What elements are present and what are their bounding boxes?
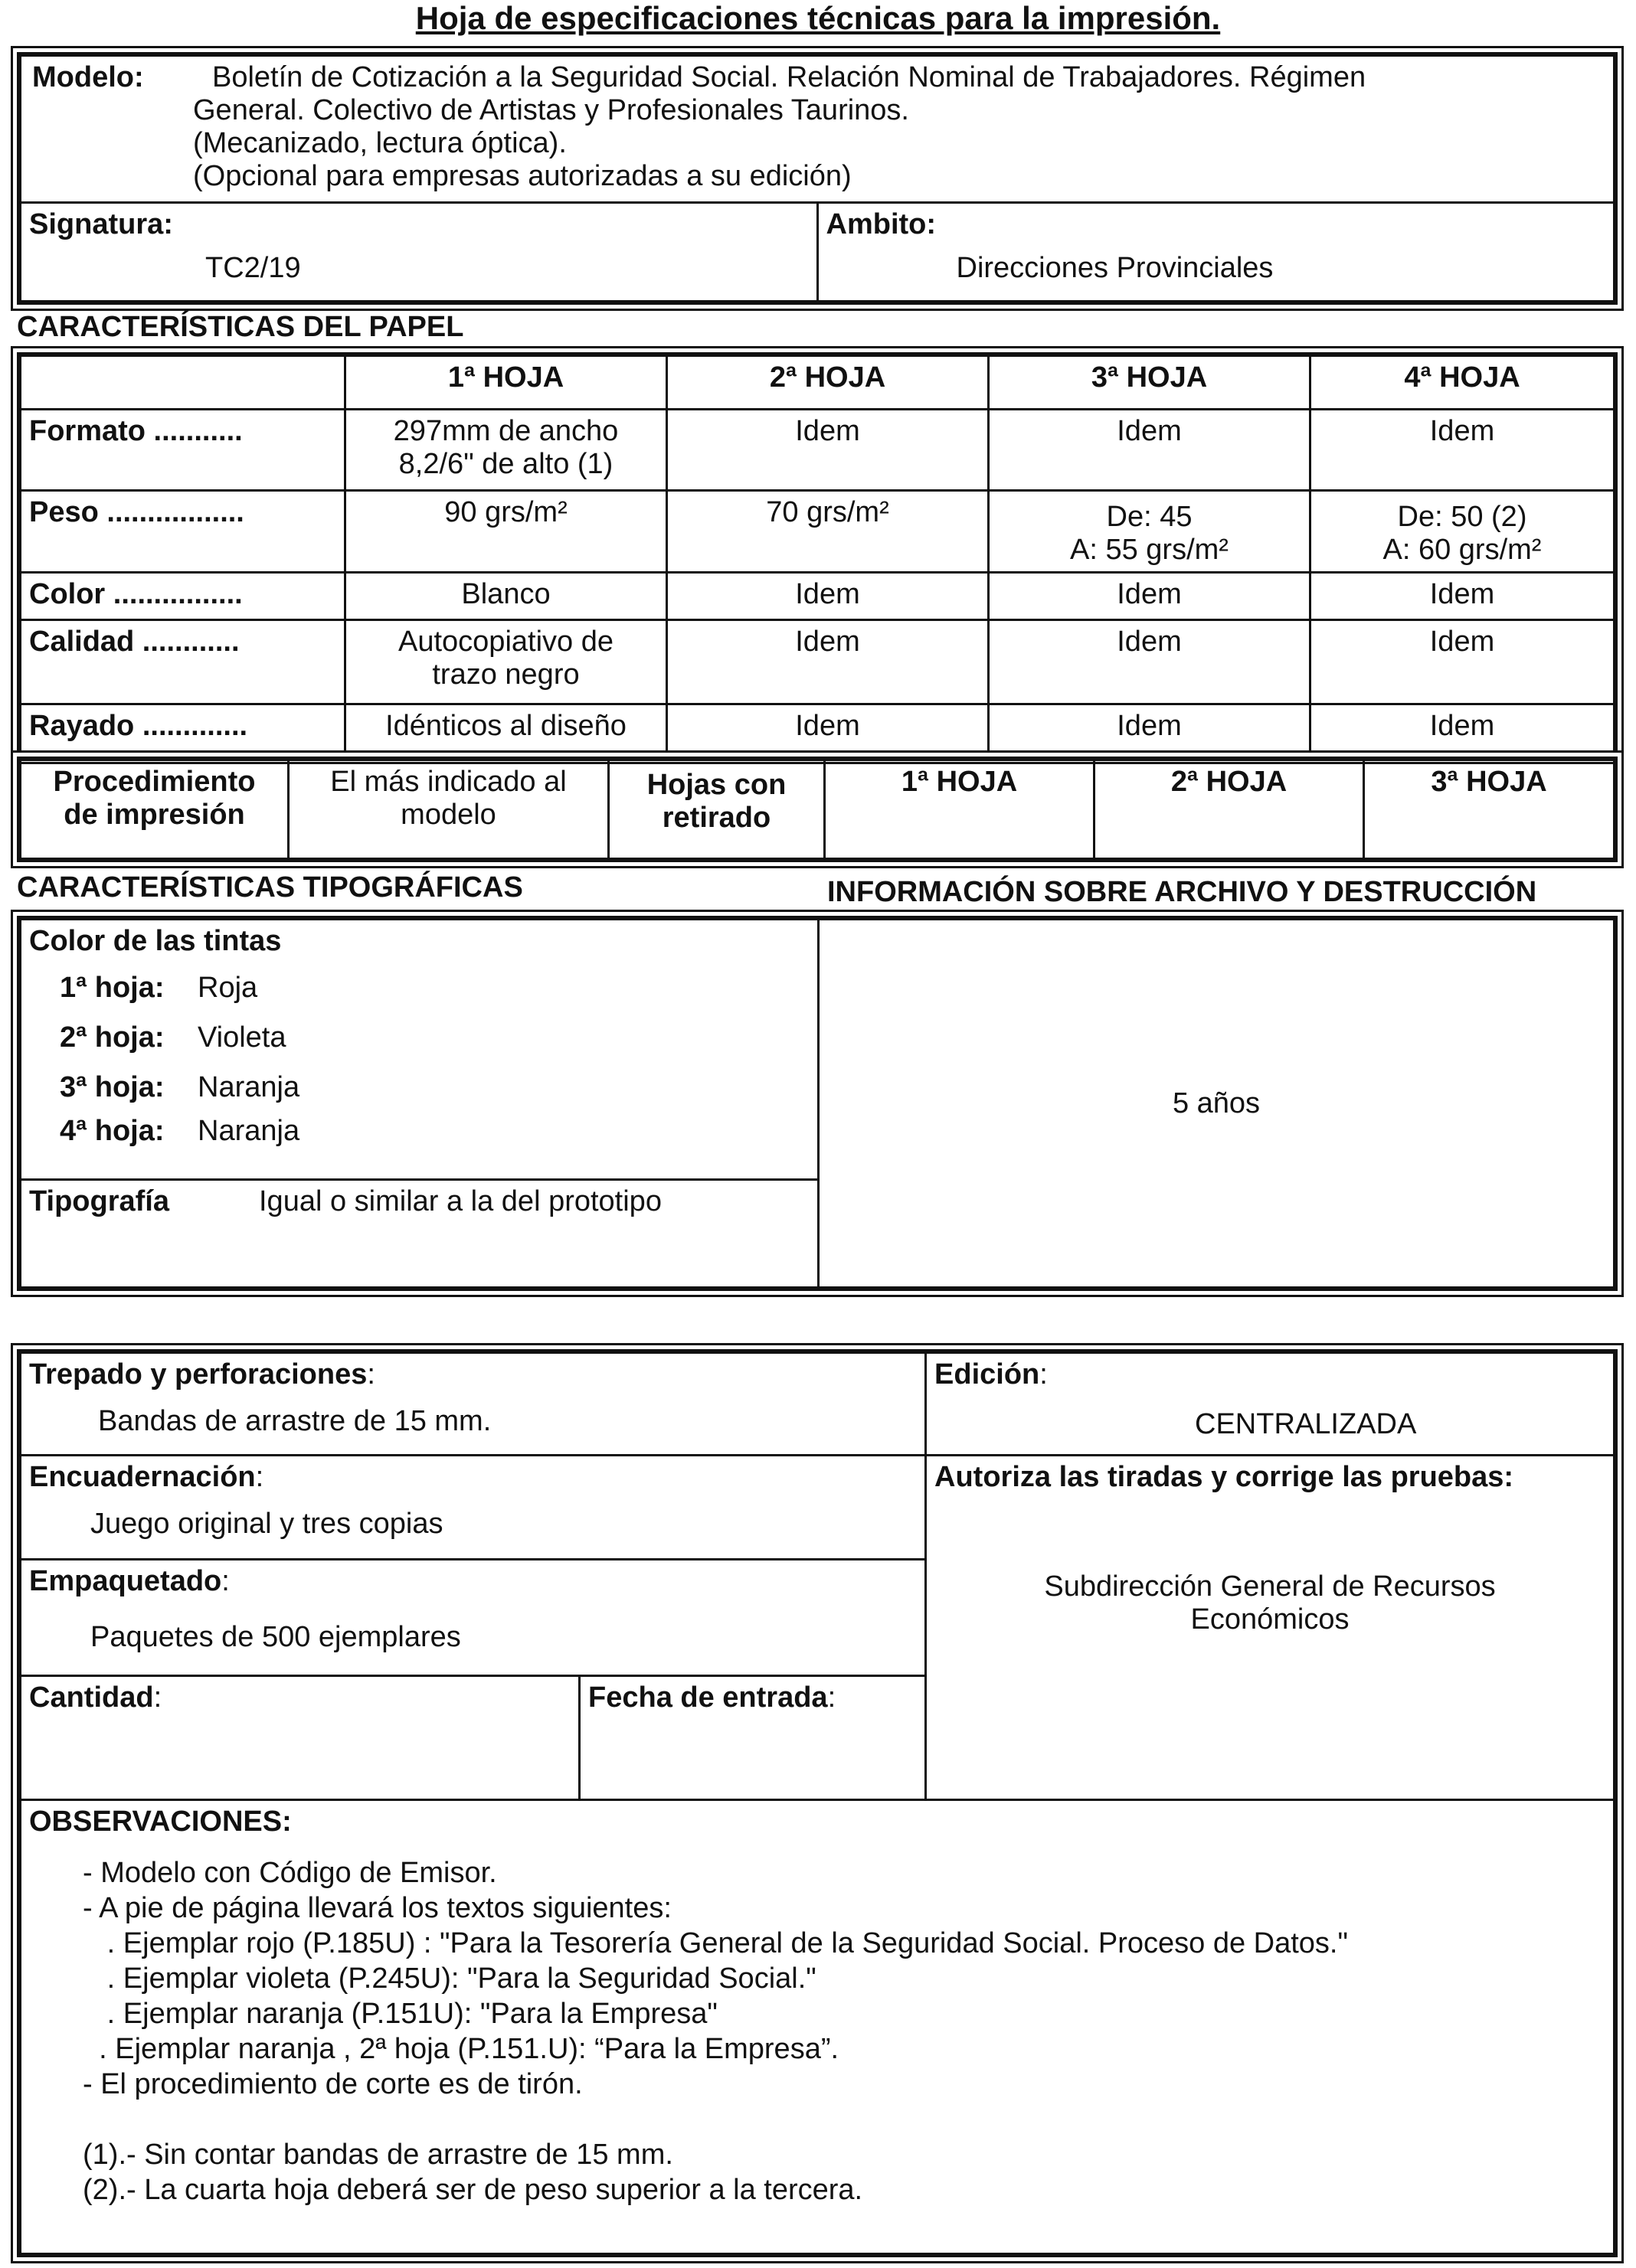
procedimiento-value: El más indicado al modelo [289,760,609,859]
page-title: Hoja de especificaciones técnicas para la impresión. [415,0,1221,36]
retirado-hoja: 2ª HOJA [1094,760,1364,859]
tinta-hoja: 1ª hoja: [60,972,165,1004]
modelo-line: General. Colectivo de Artistas y Profesionales Taurinos. [193,94,909,126]
ambito-label: Ambito: [826,208,937,240]
row-label: Peso ................. [21,491,345,573]
table-cell: 297mm de ancho 8,2/6" de alto (1) [345,410,667,491]
encuadernacion-label: Encuadernación [29,1461,256,1493]
observacion-line: . Ejemplar naranja , 2ª hoja (P.151.U): “Para la Empresa”. [83,2033,839,2065]
encuadernacion-cell: Encuadernación: Juego original y tres copias [21,1456,926,1560]
observacion-line: - Modelo con Código de Emisor. [83,1857,497,1889]
papel-table-box [17,352,1618,758]
papel-col-header: 3ª HOJA [989,356,1310,410]
table-cell: Idem [667,410,989,491]
table-cell: Autocopiativo de trazo negro [345,620,667,704]
observacion-line [83,2102,1605,2137]
cantidad-cell: Cantidad: [21,1676,580,1800]
trepado-value: Bandas de arrastre de 15 mm. [98,1405,492,1437]
table-cell: Idem [989,704,1310,755]
archivo-cell [819,920,1615,1288]
row-label: Calidad ............ [21,620,345,704]
impresion-box [17,1349,1618,2257]
modelo-line: (Opcional para empresas autorizadas a su edición) [193,160,852,192]
signatura-label: Signatura: [29,208,173,240]
fecha-label: Fecha de entrada [588,1681,828,1714]
observaciones-label: OBSERVACIONES: [29,1806,292,1838]
table-cell: Idem [1310,620,1615,704]
table-row [21,410,1615,491]
procedimiento-label: Procedimiento de impresión [21,760,289,859]
autoriza-label: Autoriza las tiradas y corrige las pruebas: [934,1461,1514,1493]
tinta-row [60,1071,810,1104]
tintas-cell [21,920,819,1180]
ambito-value: Direcciones Provinciales [956,252,1274,284]
retirado-hoja: 1ª HOJA [825,760,1094,859]
table-cell: Idem [989,620,1310,704]
tinta-hoja: 2ª hoja: [60,1021,165,1054]
tinta-color: Roja [198,972,258,1004]
observacion-line: (1).- Sin contar bandas de arrastre de 15 mm. [83,2139,673,2171]
trepado-label: Trepado y perforaciones [29,1358,368,1391]
cantidad-label: Cantidad [29,1681,154,1714]
empaquetado-label: Empaquetado [29,1565,222,1597]
modelo-label: Modelo: [32,61,144,93]
signatura-cell [21,203,818,302]
table-row [21,491,1615,573]
modelo-cell [21,56,1615,203]
papel-col-header: 1ª HOJA [345,356,667,410]
tinta-row [60,1115,810,1148]
autoriza-cell [926,1456,1615,1800]
table-cell: Idem [989,573,1310,620]
edicion-label: Edición [934,1358,1040,1391]
table-cell: De: 50 (2) A: 60 grs/m² [1310,491,1615,573]
observacion-line: . Ejemplar naranja (P.151U): "Para la Empresa" [83,1998,718,2030]
edicion-cell: Edición: CENTRALIZADA [926,1353,1615,1456]
table-cell: Idem [1310,704,1615,755]
tintas-label: Color de las tintas [29,925,282,957]
tinta-color: Naranja [198,1115,300,1147]
table-cell: Idénticos al diseño [345,704,667,755]
autoriza-value: Subdirección General de Recursos Económicos [1044,1570,1496,1636]
table-cell: Blanco [345,573,667,620]
row-label: Rayado ............. [21,704,345,755]
fecha-cell: Fecha de entrada: [580,1676,926,1800]
papel-table [19,355,1615,756]
signatura-value: TC2/19 [205,252,301,284]
edicion-value: CENTRALIZADA [1195,1408,1417,1440]
table-row [21,704,1615,755]
tinta-row [60,972,810,1005]
table-cell: Idem [1310,573,1615,620]
papel-heading: CARACTERÍSTICAS DEL PAPEL [17,311,464,343]
table-cell: Idem [667,620,989,704]
retirado-label: Hojas con retirado [609,760,825,859]
observacion-line: . Ejemplar violeta (P.245U): "Para la Seguridad Social." [83,1962,816,1995]
procedimiento-box [17,757,1618,862]
observacion-line: - A pie de página llevará los textos siguientes: [83,1892,672,1924]
observacion-line: - El procedimiento de corte es de tirón. [83,2068,583,2100]
tinta-color: Violeta [198,1021,286,1054]
tipograficas-box [17,916,1618,1291]
tipografia-value: Igual o similar a la del prototipo [259,1185,662,1217]
tipografia-label: Tipografía [29,1185,169,1217]
modelo-line: Boletín de Cotización a la Seguridad Social. Relación Nominal de Trabajadores. Régimen [212,61,1366,93]
encuadernacion-value: Juego original y tres copias [90,1508,443,1540]
observaciones-cell [21,1800,1615,2254]
table-cell: Idem [989,410,1310,491]
empaquetado-cell: Empaquetado: Paquetes de 500 ejemplares [21,1560,926,1676]
observacion-line: . Ejemplar rojo (P.185U) : "Para la Tesorería General de la Seguridad Social. Proceso de Datos." [83,1927,1348,1959]
empaquetado-value: Paquetes de 500 ejemplares [90,1621,461,1653]
table-cell: Idem [1310,410,1615,491]
modelo-line: (Mecanizado, lectura óptica). [193,127,567,159]
table-cell: De: 45 A: 55 grs/m² [989,491,1310,573]
row-label: Color ................ [21,573,345,620]
papel-col-header: 4ª HOJA [1310,356,1615,410]
table-row [21,620,1615,704]
tinta-color: Naranja [198,1071,300,1103]
trepado-cell: Trepado y perforaciones: Bandas de arrastre de 15 mm. [21,1353,926,1456]
archivo-heading: INFORMACIÓN SOBRE ARCHIVO Y DESTRUCCIÓN [827,876,1537,908]
table-cell: 90 grs/m² [345,491,667,573]
tinta-hoja: 4ª hoja: [60,1115,165,1147]
observaciones-list [83,1855,1605,2208]
table-row [21,573,1615,620]
observacion-line: (2).- La cuarta hoja deberá ser de peso superior a la tercera. [83,2174,863,2206]
table-cell: 70 grs/m² [667,491,989,573]
ambito-cell [817,203,1615,302]
modelo-box [17,52,1618,305]
retirado-hoja: 3ª HOJA [1364,760,1615,859]
papel-col-header: 2ª HOJA [667,356,989,410]
table-cell: Idem [667,573,989,620]
archivo-value: 5 años [1172,1087,1261,1119]
tinta-hoja: 3ª hoja: [60,1071,165,1103]
tipograficas-heading: CARACTERÍSTICAS TIPOGRÁFICAS [17,871,523,904]
modelo-text [212,61,1366,94]
table-cell: Idem [667,704,989,755]
row-label: Formato ........... [21,410,345,491]
tipografia-cell [21,1180,819,1288]
tinta-row [60,1021,810,1054]
papel-col-header [21,356,345,410]
